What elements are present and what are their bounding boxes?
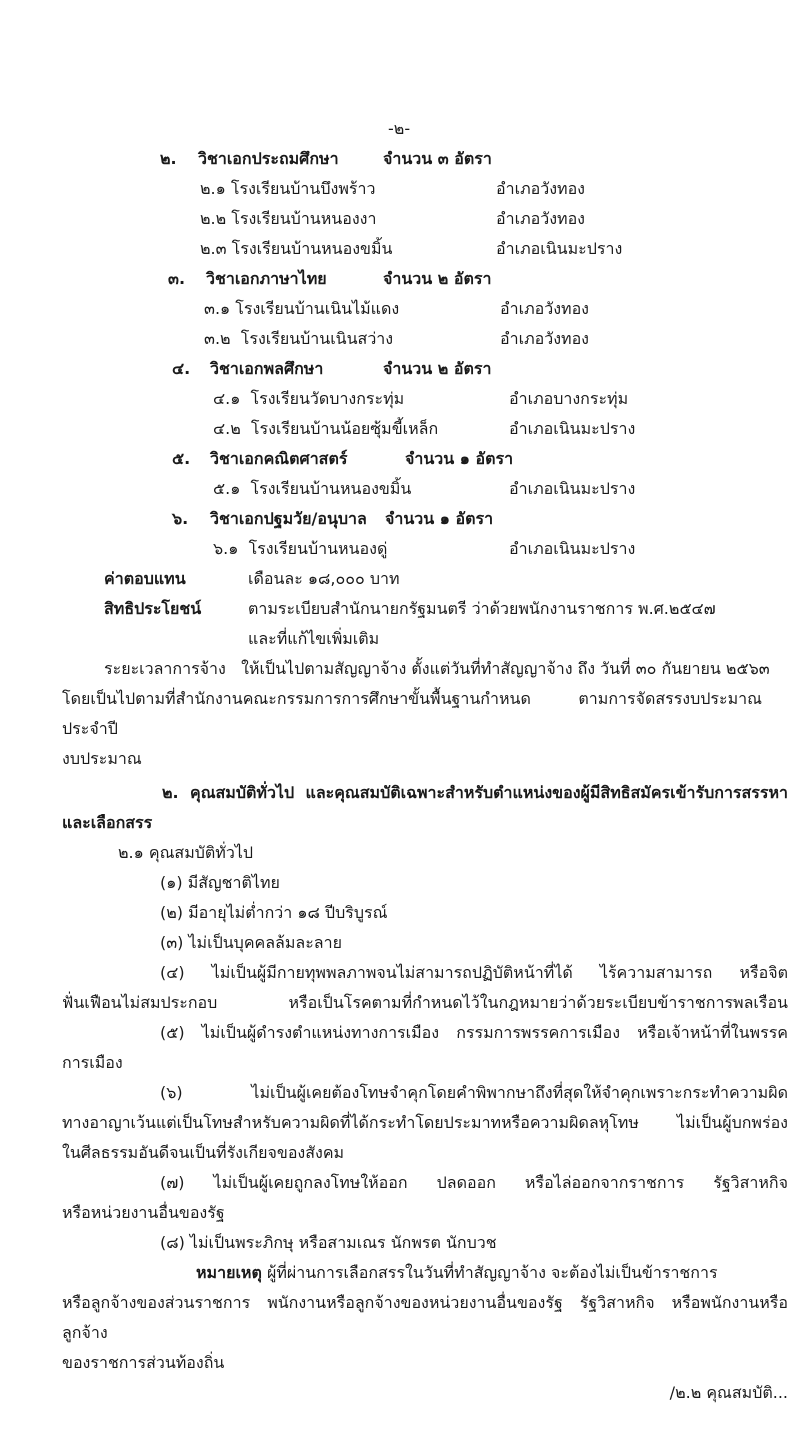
school-row bbox=[204, 294, 800, 324]
benefits-text-block bbox=[248, 594, 716, 654]
subject-no: ๔. bbox=[172, 359, 191, 378]
school-no: ๔.๑ bbox=[213, 389, 241, 408]
school-entry bbox=[213, 384, 509, 414]
subject-name: วิชาเอกประถมศึกษา bbox=[198, 149, 339, 168]
school-name: โรงเรียนบ้านหนองงา bbox=[231, 209, 377, 228]
school-no: ๒.๑ bbox=[200, 179, 226, 198]
qualification-item: (๒) มีอายุไม่ต่ำกว่า ๑๘ ปีบริบูรณ์ bbox=[160, 903, 388, 922]
school-no: ๒.๓ bbox=[200, 239, 227, 258]
school-no: ๓.๑ bbox=[204, 299, 231, 318]
school-district: อำเภอวังทอง bbox=[500, 329, 589, 348]
school-entry bbox=[204, 324, 500, 354]
school-entry bbox=[200, 234, 496, 264]
benefits-text: ตามระเบียบสำนักนายกรัฐมนตรี ว่าด้วยพนักงานราชการ พ.ศ.๒๕๔๗ bbox=[248, 599, 716, 618]
subject-heading bbox=[172, 444, 800, 474]
school-district: อำเภอเนินมะปราง bbox=[509, 419, 636, 438]
school-name: โรงเรียนบ้านหนองขมิ้น bbox=[250, 479, 412, 498]
subject-count: จำนวน ๒ อัตรา bbox=[383, 359, 492, 378]
subject-count: จำนวน ๓ อัตรา bbox=[383, 149, 492, 168]
qualification-item: (๑) มีสัญชาติไทย bbox=[160, 873, 280, 892]
school-name: โรงเรียนบ้านบึงพร้าว bbox=[230, 179, 376, 198]
school-district: อำเภอวังทอง bbox=[500, 299, 589, 318]
subject-no: ๖. bbox=[172, 509, 189, 528]
school-district: อำเภอเนินมะปราง bbox=[509, 479, 636, 498]
subject-count: จำนวน ๒ อัตรา bbox=[383, 269, 492, 288]
school-no: ๖.๑ bbox=[213, 539, 239, 558]
school-district: อำเภอวังทอง bbox=[496, 179, 585, 198]
benefits-row bbox=[104, 594, 790, 654]
school-entry bbox=[213, 534, 509, 564]
continuation-marker: /๒.๒ คุณสมบัติ... bbox=[669, 1383, 788, 1402]
school-district: อำเภอเนินมะปราง bbox=[509, 539, 636, 558]
school-name: โรงเรียนบ้านหนองดู่ bbox=[248, 539, 388, 558]
section-heading: และเลือกสรร bbox=[62, 813, 153, 832]
subject-no: ๓. bbox=[168, 269, 186, 288]
qualification-item: การเมือง bbox=[62, 1053, 123, 1072]
subject-name: วิชาเอกพลศึกษา bbox=[210, 359, 324, 378]
period-text: โดยเป็นไปตามที่สำนักงานคณะกรรมการการศึกษาขั้นพื้นฐานกำหนด ตามการจัดสรรงบประมาณประจำปี bbox=[62, 689, 762, 738]
school-row bbox=[213, 474, 800, 504]
qualification-item: ในศีลธรรมอันดีจนเป็นที่รังเกียจของสังคม bbox=[62, 1143, 345, 1162]
qualification-item: ฟั่นเฟือนไม่สมประกอบ หรือเป็นโรคตามที่กำหนดไว้ในกฎหมายว่าด้วยระเบียบข้าราชการพลเรือน bbox=[62, 993, 788, 1012]
qualification-item: (๗) ไม่เป็นผู้เคยถูกลงโทษให้ออก ปลดออก หรือไล่ออกจากราชการ รัฐวิสาหกิจ bbox=[160, 1173, 788, 1192]
school-name: โรงเรียนบ้านน้อยซุ้มขี้เหล็ก bbox=[250, 419, 439, 438]
qualification-item: (๕) ไม่เป็นผู้ดำรงตำแหน่งทางการเมือง กรรมการพรรคการเมือง หรือเจ้าหน้าที่ในพรรค bbox=[160, 1023, 788, 1042]
period-text: ระยะเวลาการจ้าง ให้เป็นไปตามสัญญาจ้าง ตั้งแต่วันที่ทำสัญญาจ้าง ถึง วันที่ ๓๐ กันยายน ๒๕๖๓ bbox=[104, 659, 770, 678]
school-district: อำเภอวังทอง bbox=[496, 209, 585, 228]
compensation-value: เดือนละ ๑๘,๐๐๐ บาท bbox=[248, 569, 400, 588]
qualification-item: ทางอาญาเว้นแต่เป็นโทษสำหรับความผิดที่ได้กระทำโดยประมาทหรือความผิดลหุโทษ ไม่เป็นผู้บกพร่อง bbox=[62, 1113, 788, 1132]
school-row bbox=[200, 174, 800, 204]
compensation-label: ค่าตอบแทน bbox=[104, 569, 186, 588]
section-heading: ๒. คุณสมบัติทั่วไป และคุณสมบัติเฉพาะสำหรับตำแหน่งของผู้มีสิทธิสมัครเข้ารับการสรรหา bbox=[162, 783, 788, 802]
subject-heading bbox=[172, 504, 800, 534]
page-number: -๒- bbox=[388, 119, 411, 138]
school-row bbox=[200, 204, 800, 234]
school-name: โรงเรียนบ้านหนองขมิ้น bbox=[231, 239, 393, 258]
school-name: โรงเรียนบ้านเนินไม้แดง bbox=[235, 299, 400, 318]
subject-name: วิชาเอกปฐมวัย/อนุบาล bbox=[210, 509, 367, 528]
school-no: ๔.๒ bbox=[213, 419, 241, 438]
school-row bbox=[204, 324, 800, 354]
school-row bbox=[200, 234, 800, 264]
period-text: งบประมาณ bbox=[62, 749, 142, 768]
qualification-item: (๔) ไม่เป็นผู้มีกายทุพพลภาพจนไม่สามารถปฏิบัติหน้าที่ได้ ไร้ความสามารถ หรือจิต bbox=[160, 963, 788, 982]
note bbox=[196, 1258, 788, 1288]
subject-count: จำนวน ๑ อัตรา bbox=[385, 509, 494, 528]
school-row bbox=[213, 534, 800, 564]
school-row bbox=[213, 414, 800, 444]
subject-heading bbox=[168, 264, 800, 294]
school-entry bbox=[200, 174, 496, 204]
school-entry bbox=[200, 204, 496, 234]
subject-heading bbox=[172, 354, 800, 384]
subject-no: ๒. bbox=[160, 149, 177, 168]
note-text: หรือลูกจ้างของส่วนราชการ พนักงานหรือลูกจ้างของหน่วยงานอื่นของรัฐ รัฐวิสาหกิจ หรือพนักงานหรือลูกจ้าง bbox=[62, 1293, 788, 1342]
school-row bbox=[213, 384, 800, 414]
school-entry bbox=[213, 414, 509, 444]
benefits-text: และที่แก้ไขเพิ่มเติม bbox=[248, 629, 380, 648]
note-text: ของราชการส่วนท้องถิ่น bbox=[62, 1353, 225, 1372]
subject-heading bbox=[160, 144, 800, 174]
qualification-item: (๘) ไม่เป็นพระภิกษุ หรือสามเณร นักพรต นักบวช bbox=[160, 1233, 497, 1252]
school-entry bbox=[213, 474, 509, 504]
qualification-item: หรือหน่วยงานอื่นของรัฐ bbox=[62, 1203, 225, 1222]
note-label: หมายเหตุ bbox=[196, 1263, 262, 1282]
qualification-item: (๓) ไม่เป็นบุคคลล้มละลาย bbox=[160, 933, 342, 952]
benefits-label: สิทธิประโยชน์ bbox=[104, 599, 202, 618]
subject-count: จำนวน ๑ อัตรา bbox=[405, 449, 514, 468]
school-name: โรงเรียนวัดบางกระทุ่ม bbox=[250, 389, 405, 408]
school-no: ๕.๑ bbox=[213, 479, 241, 498]
qualification-item: (๖) ไม่เป็นผู้เคยต้องโทษจำคุกโดยคำพิพากษาถึงที่สุดให้จำคุกเพราะกระทำความผิด bbox=[160, 1083, 788, 1102]
school-district: อำเภอเนินมะปราง bbox=[496, 239, 623, 258]
school-no: ๒.๒ bbox=[200, 209, 227, 228]
subject-name: วิชาเอกภาษาไทย bbox=[206, 269, 327, 288]
school-no: ๓.๒ bbox=[204, 329, 231, 348]
subsection-heading: ๒.๑ คุณสมบัติทั่วไป bbox=[118, 843, 254, 862]
compensation-row bbox=[104, 564, 790, 594]
subject-name: วิชาเอกคณิตศาสตร์ bbox=[210, 449, 348, 468]
note-text: ผู้ที่ผ่านการเลือกสรรในวันที่ทำสัญญาจ้าง จะต้องไม่เป็นข้าราชการ bbox=[266, 1263, 718, 1282]
school-entry bbox=[204, 294, 500, 324]
school-district: อำเภอบางกระทุ่ม bbox=[509, 389, 629, 408]
school-name: โรงเรียนบ้านเนินสว่าง bbox=[240, 329, 394, 348]
subject-no: ๕. bbox=[172, 449, 191, 468]
